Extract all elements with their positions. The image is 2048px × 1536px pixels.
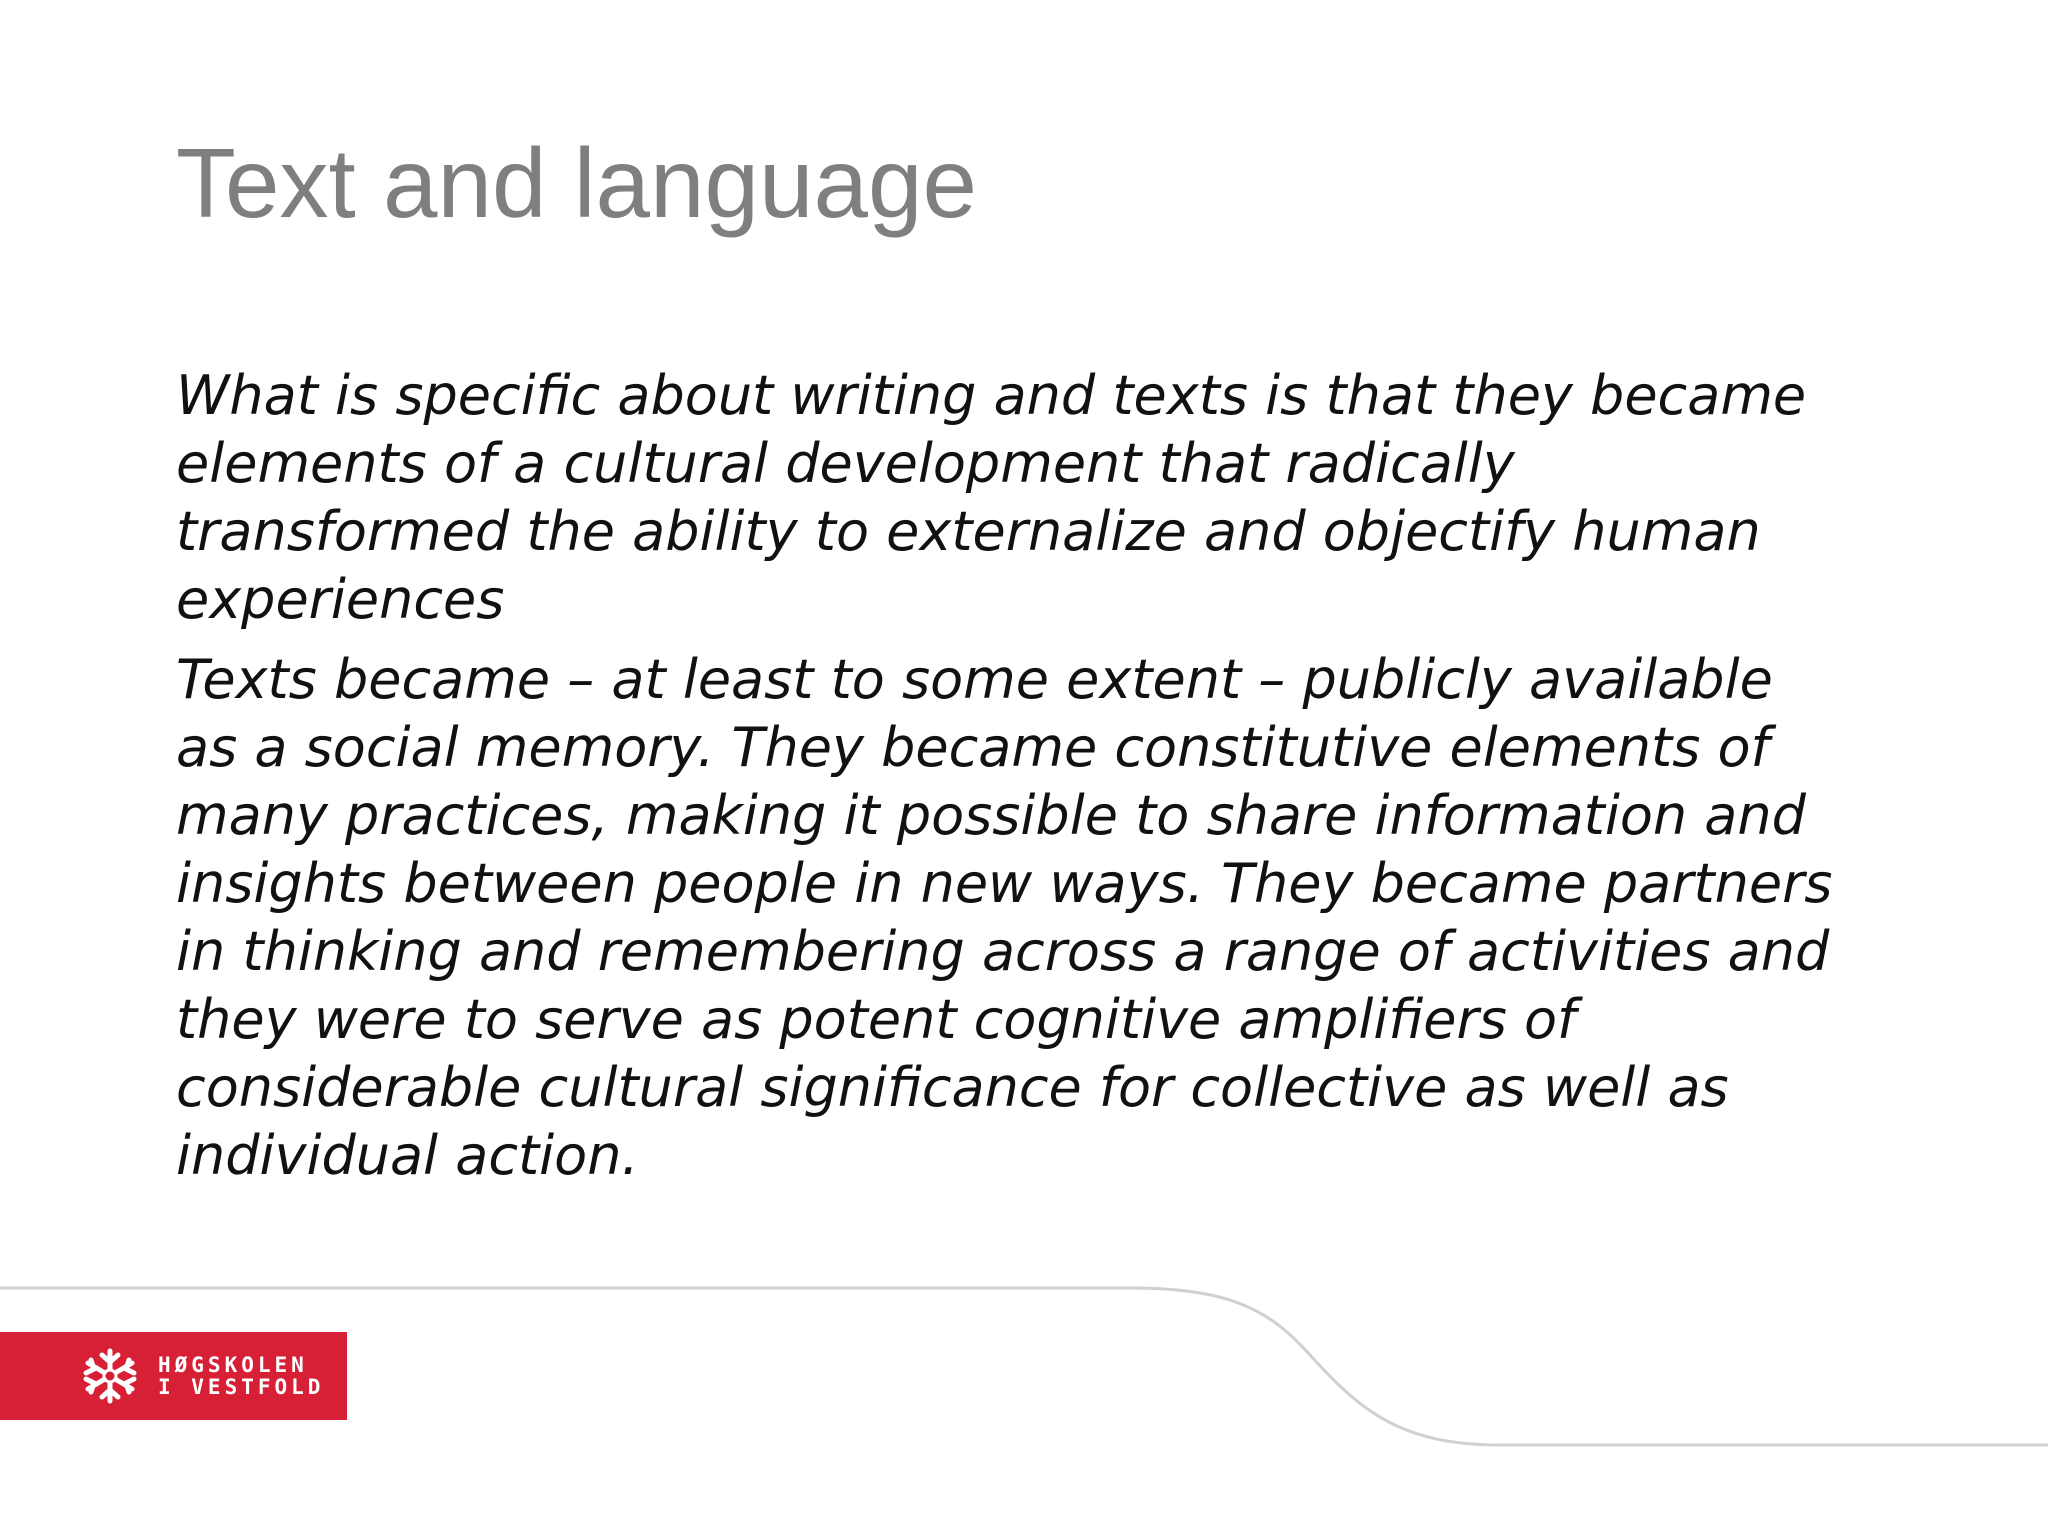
slide-title: Text and language xyxy=(176,128,977,238)
logo-line-1: HØGSKOLEN xyxy=(158,1353,308,1377)
logo-wordmark xyxy=(158,1354,324,1398)
slide-body xyxy=(176,362,1936,1202)
logo-line-2: I VESTFOLD xyxy=(158,1375,325,1399)
university-logo xyxy=(0,1332,347,1420)
snowflake-emblem-icon xyxy=(80,1346,140,1406)
body-paragraph-2: Texts became – at least to some extent – publicly available as a social memory. They became constitutive elements of many practices, making it possible to share information and insights between people in new ways. They became partners in thinking and remembering across a range of activities and they were to serve as potent cognitive amplifiers of considerable cultural significance for collective as well as individual action. xyxy=(176,648,1833,1187)
body-paragraph-1: What is specific about writing and texts is that they became elements of a cultural development that radically transformed the ability to externalize and objectify human experiences xyxy=(176,364,1807,631)
